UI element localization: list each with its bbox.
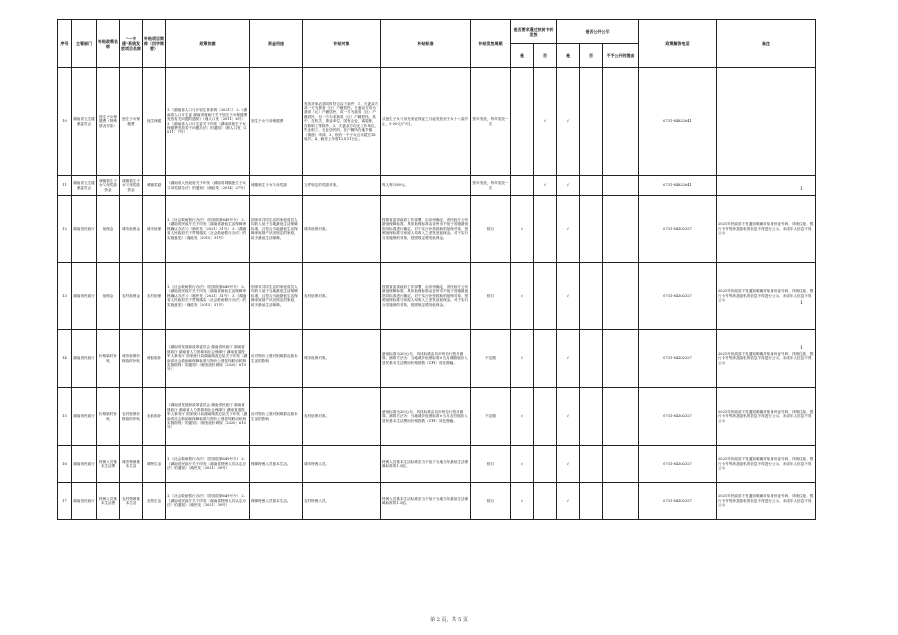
cell-usage: 保障特困人员基本生活。: [250, 483, 303, 520]
header-target: 补贴对象: [303, 20, 381, 68]
table-body: [58, 68, 816, 520]
cell-seq: 13: [58, 263, 72, 330]
cell-card-yes: [511, 176, 534, 196]
cell-item-name: 城特生活: [143, 446, 166, 483]
header-public-no: 否: [580, 44, 603, 68]
table-row: [58, 388, 816, 446]
cell-pub-yes: √: [557, 196, 580, 263]
cell-contact: 0731-84302327: [639, 446, 717, 483]
cell-seq: 14: [58, 330, 72, 388]
cell-card-no: [534, 263, 557, 330]
table-row: [58, 263, 816, 330]
cell-standard: 特困人员基本生活标准应当不低于当地当年最低生活保障标准的1.3倍。: [381, 483, 471, 520]
cell-pub-no: [580, 446, 603, 483]
cell-dept: 湖南省卫生健康委员会: [72, 176, 97, 196]
cell-target: 农村低保对象。: [303, 263, 381, 330]
cell-card-no: [534, 388, 557, 446]
cell-standard: 特困人员基本生活标准应当不低于当地当年最低生活保障标准的1.3倍。: [381, 446, 471, 483]
header-subsidy-name: 补贴政策名称: [97, 20, 120, 68]
table-row: [58, 68, 816, 176]
cell-usage: 国家对共同生活的家庭成员人均收入低于当地最低生活保障标准，且符合当地最低生活保障家庭财产状况规定的家庭，给予最低生活保障。: [250, 263, 303, 330]
header-seq: 序号: [58, 20, 72, 68]
cell-card-yes: [511, 68, 534, 176]
cell-target: 发放对象必须同时符合以下条件：1、夫妻双方或一方为我省（区）户籍居民。夫妻双方均为我省（区）户籍居民，或一方为我省（区）户籍居民、另一方为非我省（区）户籍居民。其中，在机关、事业单位、国有企业，离退休，在职职工等除外。2、夫妻双方均无工作单位。失业职工、无业居民的，在户籍所在地乡镇（街道）申请。3、现有一个子女且未超过18周岁。4、截至上年度12月31日止。: [303, 68, 381, 176]
cell-usage: 城镇独生子女父母奖励: [250, 176, 303, 196]
cell-dept: 湖南省民政厅: [72, 330, 97, 388]
cell-reason: [603, 176, 639, 196]
table-row: [58, 176, 816, 196]
cell-item-name: 独生保健: [143, 68, 166, 176]
header-standard: 补贴标准: [381, 20, 471, 68]
cell-card-yes: √: [511, 330, 534, 388]
cell-system-name: 城市低保价格临时补贴: [120, 330, 143, 388]
cell-pub-no: [580, 176, 603, 196]
header-cycle: 补贴发放周期: [471, 20, 511, 68]
cell-basis: 《湖南省发展和改革委员会 湖南省民政厅 湖南省财政厅 湖南省人力资源和社会保障厅 湖南省退役军人事务厅 国家统计局湖南调查总队关于印发〈湖南省社会救助和保障标准与物价上涨挂钩联动机制实施细则〉的通知》（湘发改价调规〔2020〕610号）: [166, 388, 250, 446]
cell-basis: 1.《社会救助暂行办法》（国务院第649号令） 2.《湖南省民政厅关于印发〈湖南省特困人员认定办法〉的通知》（湘民发〔2021〕30号）: [166, 483, 250, 520]
cell-card-no: √: [534, 68, 557, 176]
cell-cycle: 不定期: [471, 388, 511, 446]
cell-subsidy-name: 低保金: [97, 263, 120, 330]
cell-system-name: 农村低保金: [120, 263, 143, 330]
cell-target: 城市低保对象。: [303, 330, 381, 388]
cell-cycle: 按月: [471, 446, 511, 483]
cell-basis: 1.《社会救助暂行办法》（国务院第649号令） 2.《湖南省民政厅关于印发〈湖南省特困人员认定办法〉的通知》（湘民发〔2021〕30号）: [166, 446, 250, 483]
header-usage: 资金用途: [250, 20, 303, 68]
cell-card-no: √: [534, 176, 557, 196]
margin-mark: 1: [800, 186, 804, 192]
cell-reason: [603, 68, 639, 176]
header-card-no: 否: [534, 44, 557, 68]
cell-pub-no: [580, 483, 603, 520]
cell-target: 城市特困人员。: [303, 446, 381, 483]
cell-reason: [603, 196, 639, 263]
cell-reason: [603, 388, 639, 446]
cell-usage: 保障特困人员基本生活。: [250, 446, 303, 483]
cell-reason: [603, 446, 639, 483]
header-not-public-reason: 不予公开的理由: [603, 44, 639, 68]
cell-subsidy-name: 低保金: [97, 196, 120, 263]
cell-note: [717, 68, 816, 176]
cell-card-no: [534, 330, 557, 388]
cell-basis: 1.《社会救助暂行办法》（国务院第649号令） 2.《湖南省民政厅关于印发〈湖南省最低生活保障审核确认办法〉》（湘民发〔2021〕31号） 3.《湖南省人民政府关于贯彻落实〈社会救助暂行办法〉的实施意见》（湘政发〔2015〕31号）: [166, 263, 250, 330]
table-row: [58, 446, 816, 483]
cell-card-yes: √: [511, 446, 534, 483]
cell-pub-yes: √: [557, 483, 580, 520]
cell-standard: 最低标准为20元/月，具体标准由各市州自行按月测算。测算方法为：当地城乡低保标准×当月农村低收入居民基本生活费用价格指数（CPI）同比涨幅。: [381, 388, 471, 446]
header-card-yes: 是: [511, 44, 534, 68]
cell-seq: 12: [58, 196, 72, 263]
cell-contact: 0731-84302327: [639, 263, 717, 330]
cell-item-name: 农特生活: [143, 483, 166, 520]
cell-pub-yes: √: [557, 446, 580, 483]
cell-system-name: 城镇独生子女父母奖励资金: [120, 176, 143, 196]
cell-seq: 15: [58, 388, 72, 446]
cell-contact: 0731-84822041: [639, 176, 717, 196]
cell-seq: 11: [58, 176, 72, 196]
cell-subsidy-name: 城镇独生子女父母奖励资金: [97, 176, 120, 196]
cell-basis: 《湖南省发展和改革委员会 湖南省民政厅 湖南省财政厅 湖南省人力资源和社会保障厅 湖南省退役军人事务厅 国家统计局湖南调查总队关于印发〈湖南省社会救助和保障标准与物价上涨挂钩联动机制实施细则〉的通知》（湘发改价调规〔2020〕610号）: [166, 330, 250, 388]
cell-card-yes: √: [511, 483, 534, 520]
cell-standard: 最低标准为20元/月，具体标准由各市州自行按月测算。测算方法为：当地城乡低保标准×当月城镇低收入居民基本生活费用价格指数（CPI）同比涨幅。: [381, 330, 471, 388]
cell-usage: 应对物价上涨对困难群众基本生活的影响: [250, 330, 303, 388]
cell-item-name: 城低临补: [143, 330, 166, 388]
cell-target: 城市低保对象。: [303, 196, 381, 263]
cell-reason: [603, 483, 639, 520]
cell-reason: [603, 263, 639, 330]
cell-card-yes: √: [511, 263, 534, 330]
cell-subsidy-name: 价格临时补贴: [97, 330, 120, 388]
header-dept: 主管部门: [72, 20, 97, 68]
header-public: 是否公开公示: [557, 20, 639, 44]
cell-seq: 16: [58, 446, 72, 483]
cell-contact: 0731-84822041: [639, 68, 717, 176]
header-note: 备注: [717, 20, 816, 68]
cell-card-no: [534, 196, 557, 263]
cell-pub-yes: √: [557, 330, 580, 388]
cell-standard: 按照省委省政府工作部署，由市州确定，省民政厅公布最低保障标准，具体低保标准由各州市不低于省级最低指导标准进行确定。对于实行补差救助的低保对象，按照低保标准与家庭人均收入之差发放低保金。对于实行分类施保的对象，按照规定增发低保金。: [381, 263, 471, 330]
cell-note: 2021年民政部下发通知明确对象身份证号码、详细住址、银行卡号等涉及隐私的信息不得进行公示，未成年人信息不得公示: [717, 483, 816, 520]
margin-mark: 1: [800, 300, 804, 306]
header-row: [58, 20, 816, 44]
cell-subsidy-name: 特困人员基本生活费: [97, 446, 120, 483]
header-system-name: “一卡通”系统发放项目名称: [120, 20, 143, 68]
cell-pub-no: [580, 388, 603, 446]
table-row: [58, 483, 816, 520]
cell-system-name: 城市特困基本生活: [120, 446, 143, 483]
cell-cycle: 按月: [471, 483, 511, 520]
cell-usage: 应对物价上涨对困难群众基本生活的影响: [250, 388, 303, 446]
cell-cycle: 不定期: [471, 330, 511, 388]
cell-system-name: 农村特困基本生活: [120, 483, 143, 520]
cell-note: 2021年民政部下发通知明确对象身份证号码、详细住址、银行卡号等涉及隐私的信息不得进行公示，未成年人信息不得公示: [717, 446, 816, 483]
header-via-card: 是否要求通过扶贫卡折发放: [511, 20, 557, 44]
subsidy-table: [57, 19, 816, 520]
cell-pub-yes: √: [557, 176, 580, 196]
cell-contact: 0731-84302327: [639, 483, 717, 520]
cell-usage: 独生子女父母保健费: [250, 68, 303, 176]
cell-subsidy-name: 价格临时补贴: [97, 388, 120, 446]
cell-card-yes: √: [511, 388, 534, 446]
cell-pub-yes: √: [557, 388, 580, 446]
cell-contact: 0731-84302327: [639, 330, 717, 388]
cell-note: 2021年民政部下发通知明确对象身份证号码、详细住址、银行卡号等涉及隐私的信息不得进行公示，未成年人信息不得公示: [717, 388, 816, 446]
cell-item-name: 农村低保: [143, 263, 166, 330]
cell-dept: 湖南省民政厅: [72, 263, 97, 330]
cell-item-name: 城镇奖励: [143, 176, 166, 196]
cell-card-yes: √: [511, 196, 534, 263]
table-row: [58, 196, 816, 263]
cell-reason: [603, 330, 639, 388]
cell-item-name: 农低临补: [143, 388, 166, 446]
header-contact: 政策解答电话: [639, 20, 717, 68]
cell-basis: 1.《社会救助暂行办法》（国务院第649号令） 2.《湖南省民政厅关于印发〈湖南省最低生活保障审核确认办法〉》（湘民发〔2021〕31号） 3.《湖南省人民政府关于贯彻落实〈社会救助暂行办法〉的实施意见》（湘政发〔2015〕31号）: [166, 196, 250, 263]
cell-dept: 湖南省民政厅: [72, 196, 97, 263]
cell-target: 文件规定的奖励对象。: [303, 176, 381, 196]
cell-usage: 国家对共同生活的家庭成员人均收入低于当地最低生活保障标准，且符合当地最低生活保障家庭财产状况规定的家庭，给予最低生活保障。: [250, 196, 303, 263]
table-row: [58, 330, 816, 388]
cell-cycle: 按年发放，每年发放一次: [471, 68, 511, 176]
cell-target: 农村特困人员。: [303, 483, 381, 520]
cell-system-name: 城市低保金: [120, 196, 143, 263]
cell-standard: 从独生子女父母光荣证领证之月起发放至子女十八周岁止，5-20元/户/月。: [381, 68, 471, 176]
cell-dept: 湖南省卫生健康委员会: [72, 68, 97, 176]
cell-dept: 湖南省民政厅: [72, 388, 97, 446]
cell-standard: 每人每月80元。: [381, 176, 471, 196]
cell-contact: 0731-84302327: [639, 388, 717, 446]
cell-dept: 湖南省民政厅: [72, 483, 97, 520]
cell-cycle: 按年发放，每年发放一次: [471, 176, 511, 196]
header-public-yes: 是: [557, 44, 580, 68]
margin-mark: 1: [800, 345, 804, 351]
cell-target: 农村低保对象。: [303, 388, 381, 446]
cell-cycle: 按月: [471, 196, 511, 263]
cell-pub-yes: √: [557, 263, 580, 330]
cell-note: 2021年民政部下发通知明确对象身份证号码、详细住址、银行卡号等涉及隐私的信息不得进行公示，未成年人信息不得公示: [717, 196, 816, 263]
cell-contact: 0731-84302327: [639, 196, 717, 263]
cell-pub-no: [580, 196, 603, 263]
cell-pub-no: [580, 330, 603, 388]
cell-note: 2021年民政部下发通知明确对象身份证号码、详细住址、银行卡号等涉及隐私的信息不得进行公示，未成年人信息不得公示: [717, 263, 816, 330]
cell-subsidy-name: 独生子女保健费（特殊情况对象）: [97, 68, 120, 176]
cell-cycle: 按月: [471, 263, 511, 330]
cell-subsidy-name: 特困人员基本生活费: [97, 483, 120, 520]
cell-dept: 湖南省民政厅: [72, 446, 97, 483]
cell-basis: 1.《湖南省人口与计划生育条例（2021）》 2.《湖南省人口计生委 湖南省财政厅关于独生子女保健费发放有关问题的通知》（湘人口发〔2011〕6号） 3.《湖南省人口计生委关于印发〈湖南省独生子女保健费发放若干问题办法〉的通知》（湘人口发〔2011〕7号）: [166, 68, 250, 176]
cell-card-no: [534, 483, 557, 520]
cell-basis: 《湖南省人民政府关于印发〈湖南省城镇独生子女父母奖励办法〉的通知》（湘政发〔2014〕27号）: [166, 176, 250, 196]
page-number: 第 2 页，共 5 页: [430, 617, 468, 623]
cell-seq: 10: [58, 68, 72, 176]
cell-item-name: 城市低保: [143, 196, 166, 263]
header-item-name: 补贴项目简称（四字简要）: [143, 20, 166, 68]
cell-card-no: [534, 446, 557, 483]
cell-system-name: 农村低保价格临时补贴: [120, 388, 143, 446]
cell-standard: 按照省委省政府工作部署，由市州确定，省民政厅公布最低保障标准，具体低保标准由各州市不低于省级最低指导标准进行确定。对于实行补差救助的低保对象，按照低保标准与家庭人均收入之差发放低保金。对于实行分类施保的对象，按照规定增发低保金。: [381, 196, 471, 263]
cell-note: 2021年民政部下发通知明确对象身份证号码、详细住址、银行卡号等涉及隐私的信息不得进行公示，未成年人信息不得公示: [717, 330, 816, 388]
cell-pub-no: [580, 68, 603, 176]
cell-system-name: 独生子女保健费: [120, 68, 143, 176]
cell-pub-no: [580, 263, 603, 330]
cell-seq: 17: [58, 483, 72, 520]
cell-pub-yes: √: [557, 68, 580, 176]
header-basis: 政策依据: [166, 20, 250, 68]
